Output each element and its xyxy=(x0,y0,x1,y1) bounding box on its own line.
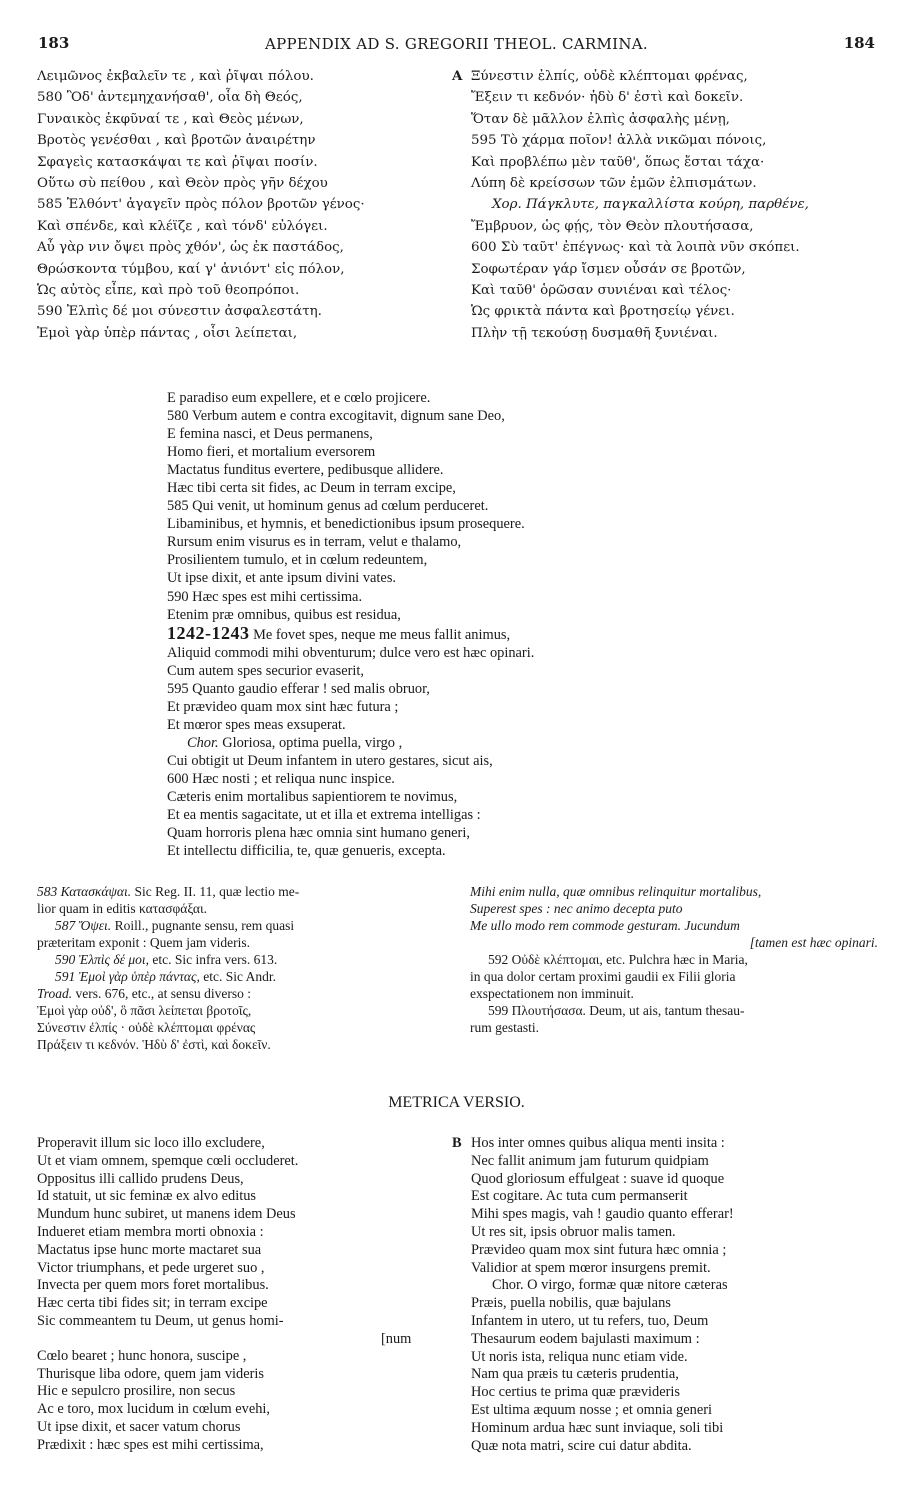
metrica-line-text: Infantem in utero, ut tu refers, tuo, Deum xyxy=(471,1312,709,1329)
footnote-line xyxy=(37,968,442,985)
metrica-line: Oppositus illi callido prudens Deus, xyxy=(37,1170,244,1187)
metrica-line xyxy=(452,1349,882,1367)
greek-line xyxy=(452,109,882,130)
footnote-ref: 587 Ὄψει. xyxy=(55,918,112,933)
footnote-line: Me ullo modo rem commode gesturam. Jucundum xyxy=(470,918,740,933)
metrica-line xyxy=(452,1224,882,1242)
column-marker: B xyxy=(452,1135,462,1151)
latin-translation xyxy=(167,389,727,860)
greek-line-text: Ὡς φρικτὰ πάντα καὶ βροτησείῳ γένει. xyxy=(471,304,735,320)
metrica-line: Ac e toro, mox lucidum in cœlum evehi, xyxy=(37,1401,270,1418)
footnote-text: Ἐμοὶ γὰρ οὐδ', ὃ πᾶσι λείπεται βροτοῖς, xyxy=(37,1003,252,1018)
metrica-line xyxy=(452,1313,882,1331)
metrica-line: Mundum hunc subiret, ut manens idem Deus xyxy=(37,1206,296,1223)
footnote-line: Mihi enim nulla, quæ omnibus relinquitur mortalibus, xyxy=(470,884,762,899)
greek-line-text: Ὅταν δὲ μᾶλλον ἐλπὶς ἀσφαλὴς μένῃ, xyxy=(471,111,730,127)
latin-line: Libaminibus, et hymnis, et benedictionibus ipsum prosequere. xyxy=(167,516,525,533)
footnote-text: Sic Reg. II. 11, quæ lectio me- xyxy=(131,884,300,899)
metrica-versio-heading: METRICA VERSIO. xyxy=(388,1094,525,1111)
greek-line xyxy=(452,194,882,215)
column-marker: A xyxy=(452,68,463,84)
footnote-line xyxy=(37,934,442,951)
footnote-line xyxy=(37,900,442,917)
latin-line: Cui obtigit ut Deum infantem in utero gestares, sicut ais, xyxy=(167,752,493,769)
metrica-line: Sic commeantem tu Deum, ut genus homi- xyxy=(37,1312,284,1329)
latin-line: Quam horroris plena hæc omnia sint humano generi, xyxy=(167,825,470,842)
metrica-line xyxy=(452,1402,882,1420)
metrica-line: Id statuit, ut sic feminæ ex alvo editus xyxy=(37,1188,257,1205)
metrica-line: Hæc certa tibi fides sit; in terram excipe xyxy=(37,1295,268,1312)
footnote-line: 592 Οὐδὲ κλέπτομαι, etc. Pulchra hæc in Maria, xyxy=(488,952,748,967)
metrica-line-text: Ut res sit, ipsis obruor malis tamen. xyxy=(471,1223,676,1240)
footnote-text: vers. 676, etc., at sensu diverso : xyxy=(72,986,251,1001)
footnote-text: præteritam exponit : Quem jam videris. xyxy=(37,935,250,950)
metrica-line xyxy=(452,1242,882,1260)
metrica-line xyxy=(452,1206,882,1224)
greek-line-text: Πλὴν τῇ τεκούσῃ δυσμαθῆ ξυνιέναι. xyxy=(471,325,718,341)
metrica-line xyxy=(452,1331,882,1349)
greek-line-text: Λύπη δὲ κρείσσων τῶν ἐμῶν ἐλπισμάτων. xyxy=(471,176,757,192)
latin-line-text: Gloriosa, optima puella, virgo , xyxy=(222,734,403,751)
footnote-line xyxy=(37,1036,442,1053)
metrica-line: Ut et viam omnem, spemque cœli occluderet. xyxy=(37,1152,299,1169)
greek-line xyxy=(452,301,882,322)
greek-line xyxy=(452,152,882,173)
metrica-line: Invecta per quem mors foret mortalibus. xyxy=(37,1277,269,1294)
page-number-right: 184 xyxy=(843,34,875,52)
greek-line: Γυναικὸς ἐκφῦναί τε , καὶ Θεὸς μένων, xyxy=(37,111,304,127)
latin-line: Et prævideo quam mox sint hæc futura ; xyxy=(167,698,399,715)
greek-line xyxy=(452,237,882,258)
metrica-left-column xyxy=(37,1135,442,1455)
latin-line: Rursum enim visurus es in terram, velut e thalamo, xyxy=(167,534,462,551)
greek-line: Λειμῶνος ἐκβαλεῖν τε , καὶ ῥῖψαι πόλου. xyxy=(37,69,314,84)
metrica-line xyxy=(452,1171,882,1189)
metrica-line xyxy=(452,1153,882,1171)
greek-line-text: Χορ. Πάγκλυτε, παγκαλλίστα κούρη, παρθένε, xyxy=(492,197,809,213)
footnote-text: Σύνεστιν ἐλπίς · οὐδὲ κλέπτομαι φρένας xyxy=(37,1020,256,1035)
greek-line: Ὡς αὐτὸς εἶπε, καὶ πρὸ τοῦ θεοπρόποι. xyxy=(37,283,300,299)
footnote-line xyxy=(37,985,442,1002)
metrica-line-text: Nam qua præis tu cæteris prudentia, xyxy=(471,1366,679,1383)
footnote-line xyxy=(37,1002,442,1019)
latin-line: 580 Verbum autem e contra excogitavit, dignum sane Deo, xyxy=(167,408,505,425)
latin-line: Ut ipse dixit, et ante ipsum divini vates. xyxy=(167,570,397,587)
greek-line xyxy=(452,280,882,301)
footnote-text: lior quam in editis κατασφάξαι. xyxy=(37,901,207,916)
greek-line: 590 Ἐλπὶς δέ μοι σύνεστιν ἀσφαλεστάτη. xyxy=(37,304,322,320)
footnote-line: Superest spes : nec animo decepta puto xyxy=(470,901,683,916)
running-title: APPENDIX AD S. GREGORII THEOL. CARMINA. xyxy=(265,35,648,53)
metrica-line-text: Præis, puella nobilis, quæ bajulans xyxy=(471,1295,671,1312)
latin-line: Mactatus funditus evertere, pedibusque allidere. xyxy=(167,462,444,479)
metrica-line xyxy=(452,1420,882,1438)
latin-line: E paradiso eum expellere, et e cœlo projicere. xyxy=(167,390,431,406)
footnote-ref: Troad. xyxy=(37,986,73,1001)
metrica-line-text: Prævideo quam mox sint futura hæc omnia ; xyxy=(471,1241,727,1258)
greek-line xyxy=(452,173,882,194)
greek-line-text: 595 Τὸ χάρμα ποῖον! ἀλλὰ νικῶμαι πόνοις, xyxy=(471,133,767,149)
footnote-line xyxy=(37,1019,442,1036)
metrica-line-text: Thesaurum eodem bajulasti maximum : xyxy=(471,1330,700,1347)
latin-line-text: Me fovet spes, neque me meus fallit animus, xyxy=(253,626,511,643)
footnote-line xyxy=(37,917,442,934)
greek-line xyxy=(452,66,882,87)
footnote-line: rum gestasti. xyxy=(470,1020,539,1035)
metrica-line-text: Hoc certius te prima quæ prævideris xyxy=(471,1384,681,1401)
metrica-line xyxy=(452,1260,882,1278)
latin-line: 590 Hæc spes est mihi certissima. xyxy=(167,588,363,605)
column-number-marker: 1242-1243 xyxy=(167,622,250,643)
metrica-line: Ut ipse dixit, et sacer vatum chorus xyxy=(37,1418,241,1435)
greek-line-text: Ἔξειν τι κεδνόν· ἡδὺ δ' ἐστὶ καὶ δοκεῖν. xyxy=(471,90,744,106)
greek-line: Βροτὸς γενέσθαι , καὶ βροτῶν ἀναιρέτην xyxy=(37,133,316,149)
footnotes-right-column xyxy=(470,883,880,1036)
footnote-text: Roill., pugnante sensu, rem quasi xyxy=(111,918,295,933)
metrica-line-text: Est ultima æquum nosse ; et omnia generi xyxy=(471,1401,713,1418)
metrica-line: Prædixit : hæc spes est mihi certissima, xyxy=(37,1436,264,1453)
greek-line: 580 Ὃδ' ἀντεμηχανήσαθ', οἷα δὴ Θεός, xyxy=(37,90,303,106)
greek-line: Θρώσκοντα τύμβου, καί γ' ἀνιόντ' εἰς πόλον, xyxy=(37,261,345,277)
metrica-line xyxy=(452,1384,882,1402)
greek-line xyxy=(452,216,882,237)
footnote-line: in qua dolor certam proximi gaudii ex Filii gloria xyxy=(470,969,736,984)
metrica-line: [num xyxy=(381,1330,412,1347)
metrica-line: Indueret etiam membra morti obnoxia : xyxy=(37,1223,264,1240)
metrica-line: Hic e sepulcro prosilire, non secus xyxy=(37,1383,236,1400)
latin-line xyxy=(167,734,727,752)
greek-line-text: Ἔμβρυον, ὡς φῄς, τὸν Θεὸν πλουτήσασα, xyxy=(471,218,754,234)
metrica-line xyxy=(452,1295,882,1313)
metrica-line xyxy=(452,1277,882,1295)
footnote-text: Πράξειν τι κεδνόν. Ἡδὺ δ' ἐστὶ, καὶ δοκεῖν. xyxy=(37,1037,271,1052)
latin-line: Prosilientem tumulo, et in cœlum redeuntem, xyxy=(167,552,428,569)
footnote-text: etc. Sic infra vers. 613. xyxy=(149,952,278,967)
metrica-line xyxy=(452,1438,882,1456)
metrica-line-text: Chor. O virgo, formæ quæ nitore cæteras xyxy=(492,1277,728,1294)
greek-text-right-column xyxy=(452,66,882,344)
metrica-line-text: Validior at spem mœror insurgens premit. xyxy=(471,1259,711,1276)
latin-line: 600 Hæc nosti ; et reliqua nunc inspice. xyxy=(167,770,395,787)
latin-line: Cæteris enim mortalibus sapientiorem te novimus, xyxy=(167,788,458,805)
greek-line: Καὶ σπένδε, καὶ κλέϊζε , καὶ τόνδ' εὐλόγει. xyxy=(37,218,328,234)
greek-line: Οὕτω σὺ πείθου , καὶ Θεὸν πρὸς γῆν δέχου xyxy=(37,176,328,192)
metrica-line xyxy=(452,1188,882,1206)
greek-line-text: Καὶ ταῦθ' ὁρῶσαν συνιέναι καὶ τέλος· xyxy=(471,283,732,299)
footnote-line xyxy=(37,883,442,900)
footnote-ref: 591 Ἐμοὶ γὰρ ὑπὲρ πάντας, xyxy=(55,969,200,984)
footnote-ref: 590 Ἐλπὶς δέ μοι, xyxy=(55,952,150,967)
greek-line-text: Ξύνεστιν ἐλπίς, οὐδὲ κλέπτομαι φρένας, xyxy=(471,69,748,84)
footnote-line: exspectationem non imminuit. xyxy=(470,986,634,1001)
greek-line-text: Καὶ προβλέπω μὲν ταῦθ', ὅπως ἔσται τάχα· xyxy=(471,154,765,170)
footnotes-left-column xyxy=(37,883,442,1053)
greek-line: Σφαγεὶς κατασκάψαι τε καὶ ῥῖψαι ποσίν. xyxy=(37,154,318,170)
latin-line: Et mœror spes meas exsuperat. xyxy=(167,716,346,733)
greek-line xyxy=(452,87,882,108)
greek-line-text: Σοφωτέραν γάρ ἴσμεν οὖσάν σε βροτῶν, xyxy=(471,261,746,277)
footnote-text: etc. Sic Andr. xyxy=(199,969,276,984)
metrica-line-text: Ut noris ista, reliqua nunc etiam vide. xyxy=(471,1348,688,1365)
greek-line: Αὖ γὰρ νιν ὄψει πρὸς χθόν', ὡς ἐκ παστάδος, xyxy=(37,240,344,256)
metrica-line-text: Nec fallit animum jam futurum quidpiam xyxy=(471,1152,709,1169)
footnote-line: [tamen est hæc opinari. xyxy=(749,935,878,950)
latin-line: Homo fieri, et mortalium eversorem xyxy=(167,444,376,461)
metrica-line xyxy=(452,1135,882,1153)
greek-line: Ἐμοὶ γὰρ ὑπὲρ πάντας , οἷσι λείπεται, xyxy=(37,325,298,341)
footnote-ref: 583 Κατασκάψαι. xyxy=(37,884,132,899)
metrica-line-text: Est cogitare. Ac tuta cum permanserit xyxy=(471,1188,688,1205)
latin-line: Etenim præ omnibus, quibus est residua, xyxy=(167,606,401,623)
latin-line: Et intellectu difficilia, te, quæ genueris, excepta. xyxy=(167,843,446,860)
footnote-line xyxy=(37,951,442,968)
latin-line xyxy=(167,624,727,644)
greek-text-left-column xyxy=(37,66,437,344)
latin-line: Cum autem spes securior evaserit, xyxy=(167,662,365,679)
metrica-line-text: Mihi spes magis, vah ! gaudio quanto efferar! xyxy=(471,1206,734,1223)
metrica-line: Cœlo bearet ; hunc honora, suscipe , xyxy=(37,1347,247,1364)
metrica-line-text: Hominum ardua hæc sunt inviaque, soli tibi xyxy=(471,1419,724,1436)
latin-line: 595 Quanto gaudio efferar ! sed malis obruor, xyxy=(167,680,430,697)
metrica-line-text: Quæ nota matri, scire cui datur abdita. xyxy=(471,1437,692,1454)
greek-line xyxy=(452,130,882,151)
greek-line xyxy=(452,259,882,280)
latin-line: Aliquid commodi mihi obventurum; dulce vero est hæc opinari. xyxy=(167,644,535,661)
latin-line: E femina nasci, et Deus permanens, xyxy=(167,426,373,443)
metrica-line: Thurisque liba odore, quem jam videris xyxy=(37,1365,264,1382)
metrica-line: Victor triumphans, et pede urgeret suo , xyxy=(37,1259,265,1276)
chorus-label: Chor. xyxy=(187,734,219,751)
metrica-line-text: Quod gloriosum effulgeat : suave id quoque xyxy=(471,1170,725,1187)
page-number-left: 183 xyxy=(38,34,70,52)
metrica-right-column xyxy=(452,1135,882,1455)
greek-line-text: 600 Σὺ ταῦτ' ἐπέγνως· καὶ τὰ λοιπὰ νῦν σκόπει. xyxy=(471,240,800,256)
greek-line: 585 Ἐλθόντ' ἀγαγεῖν πρὸς πόλον βροτῶν γένος· xyxy=(37,197,365,213)
latin-line: 585 Qui venit, ut hominum genus ad cœlum perduceret. xyxy=(167,498,489,515)
metrica-line-text: Hos inter omnes quibus aliqua menti insita : xyxy=(471,1135,725,1151)
footnote-line: 599 Πλουτήσασα. Deum, ut ais, tantum thesau- xyxy=(488,1003,745,1018)
latin-line: Et ea mentis sagacitate, ut et illa et extrema intelligas : xyxy=(167,807,481,824)
greek-line xyxy=(452,323,882,344)
metrica-line xyxy=(452,1366,882,1384)
metrica-line: Properavit illum sic loco illo excludere, xyxy=(37,1135,265,1151)
metrica-line: Mactatus ipse hunc morte mactaret sua xyxy=(37,1241,262,1258)
latin-line: Hæc tibi certa sit fides, ac Deum in terram excipe, xyxy=(167,480,456,497)
running-header xyxy=(38,34,875,56)
